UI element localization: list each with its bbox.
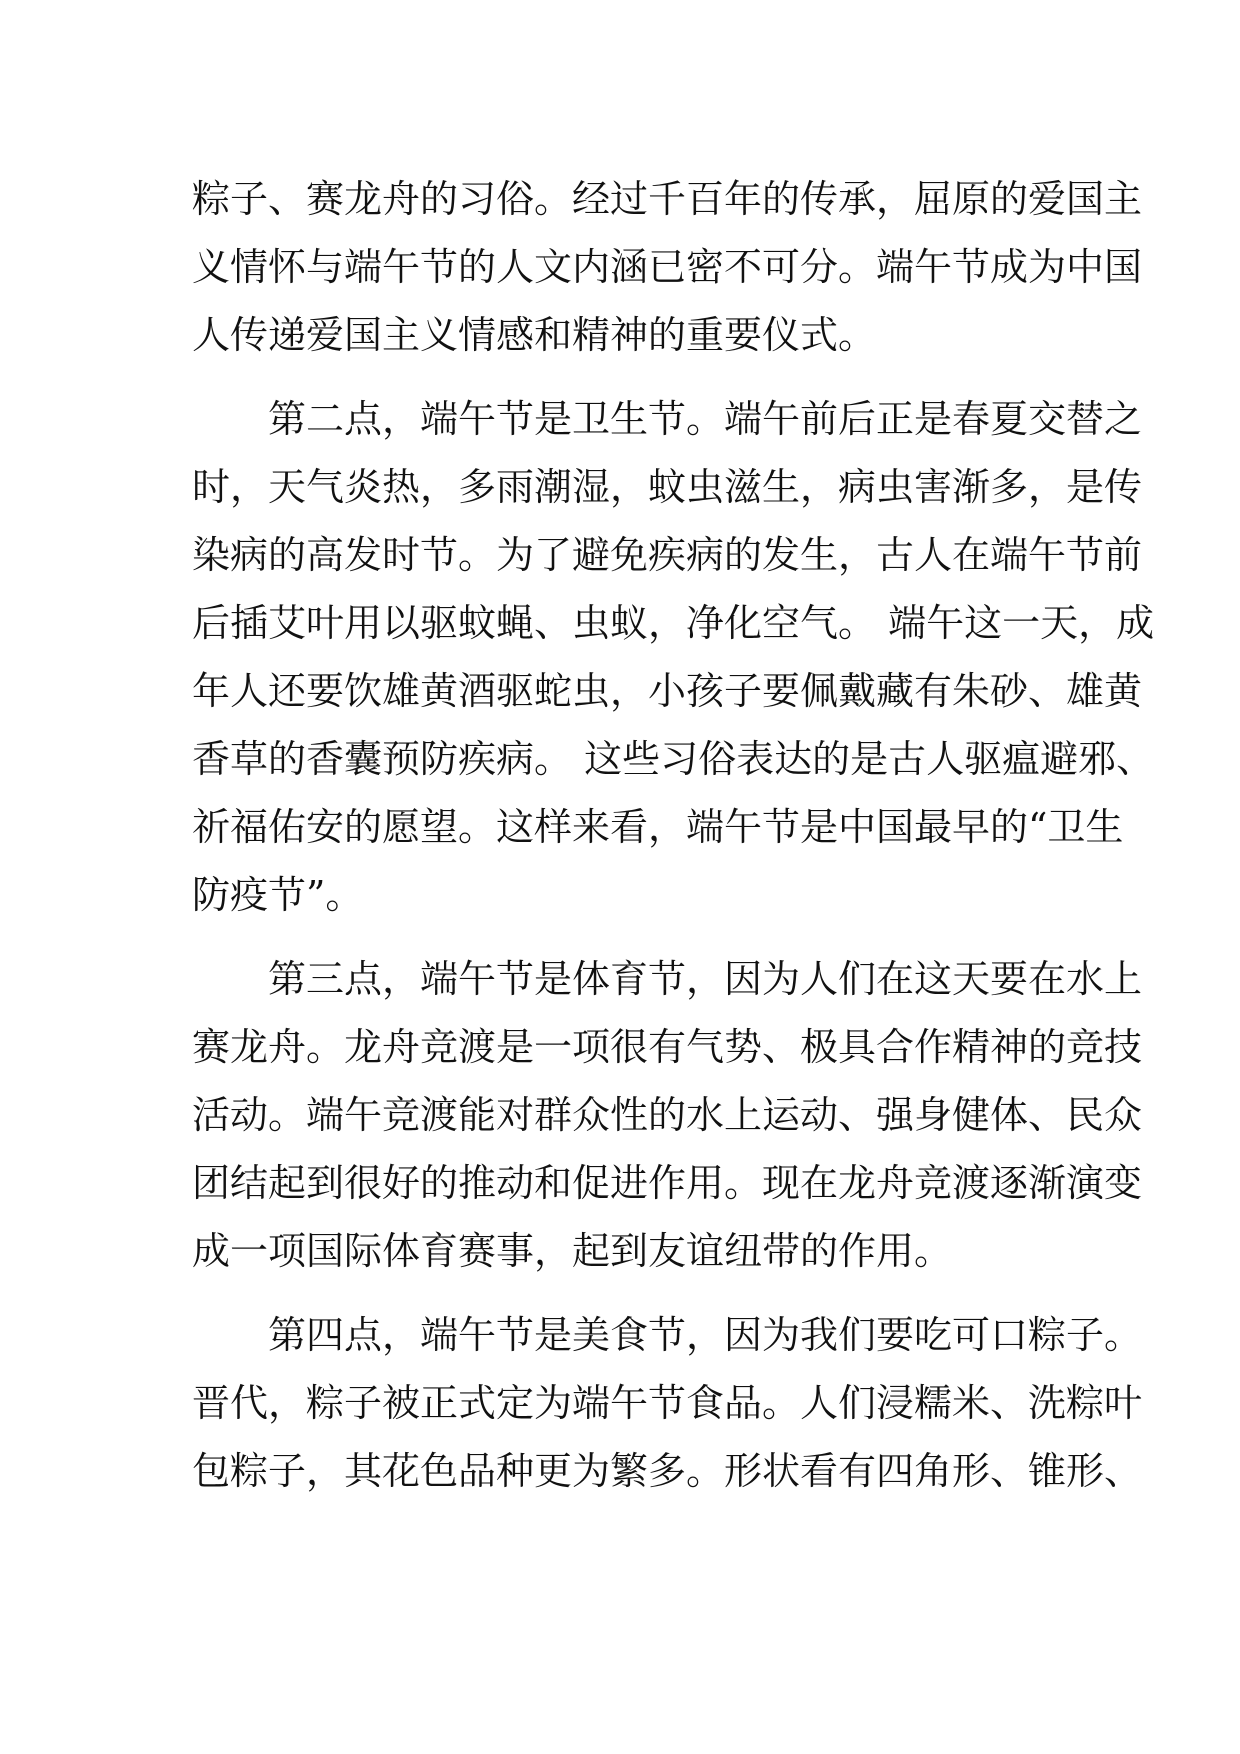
paragraph-3 bbox=[192, 945, 1143, 1285]
text-line: 时，天气炎热，多雨潮湿，蚊虫滋生，病虫害渐多，是传 bbox=[192, 465, 1143, 509]
paragraph-2 bbox=[192, 385, 1155, 929]
text-line: 祈福佑安的愿望。这样来看，端午节是中国最早的“卫生 bbox=[192, 805, 1124, 849]
paragraph-4 bbox=[192, 1301, 1143, 1505]
text-line: 第四点，端午节是美食节，因为我们要吃可口粽子。 bbox=[192, 1313, 1143, 1357]
text-line: 赛龙舟。龙舟竞渡是一项很有气势、极具合作精神的竞技 bbox=[192, 1025, 1143, 1069]
paragraph-1 bbox=[192, 165, 1143, 369]
text-line: 义情怀与端午节的人文内涵已密不可分。端午节成为中国 bbox=[192, 245, 1143, 289]
text-line: 第三点，端午节是体育节，因为人们在这天要在水上 bbox=[192, 957, 1143, 1001]
text-line: 后插艾叶用以驱蚊蝇、虫蚁，净化空气。 端午这一天，成 bbox=[192, 601, 1155, 645]
text-line: 成一项国际体育赛事，起到友谊纽带的作用。 bbox=[192, 1229, 953, 1273]
text-line: 防疫节”。 bbox=[192, 873, 364, 917]
text-line: 染病的高发时节。为了避免疾病的发生，古人在端午节前 bbox=[192, 533, 1143, 577]
text-line: 粽子、赛龙舟的习俗。经过千百年的传承，屈原的爱国主 bbox=[192, 177, 1143, 221]
text-line: 团结起到很好的推动和促进作用。现在龙舟竞渡逐渐演变 bbox=[192, 1161, 1143, 1205]
text-line: 人传递爱国主义情感和精神的重要仪式。 bbox=[192, 313, 877, 357]
text-line: 活动。端午竞渡能对群众性的水上运动、强身健体、民众 bbox=[192, 1093, 1143, 1137]
text-line: 晋代，粽子被正式定为端午节食品。人们浸糯米、洗粽叶 bbox=[192, 1381, 1143, 1425]
text-line: 第二点，端午节是卫生节。端午前后正是春夏交替之 bbox=[192, 397, 1143, 441]
paragraph-gap bbox=[192, 929, 1062, 945]
text-line: 香草的香囊预防疾病。 这些习俗表达的是古人驱瘟避邪、 bbox=[192, 737, 1155, 781]
text-line: 年人还要饮雄黄酒驱蛇虫，小孩子要佩戴藏有朱砂、雄黄 bbox=[192, 669, 1143, 713]
paragraph-gap bbox=[192, 369, 1062, 385]
paragraph-gap bbox=[192, 1285, 1062, 1301]
document-body bbox=[192, 165, 1155, 1505]
text-line: 包粽子，其花色品种更为繁多。形状看有四角形、锥形、 bbox=[192, 1449, 1143, 1493]
